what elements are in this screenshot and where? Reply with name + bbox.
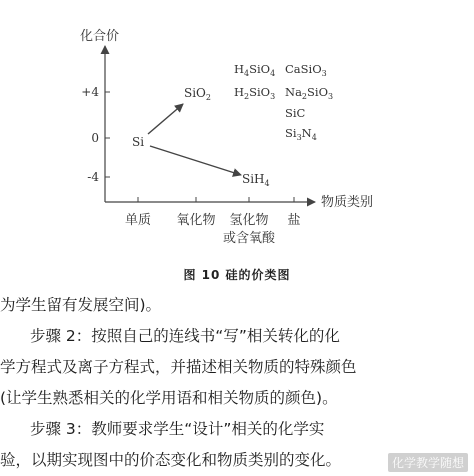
- paragraph-line: 验，以期实现图中的价态变化和物质类别的变化。: [0, 451, 342, 469]
- salt-h2sio3: $H_2SiO_3$: [234, 85, 276, 101]
- node-sio2-main: SiO: [184, 86, 206, 100]
- paragraph-line: 学方程式及离子方程式，并描述相关物质的特殊颜色: [0, 358, 357, 376]
- watermark: 化学教学随想: [388, 453, 468, 472]
- x-category-elemental: 单质: [124, 213, 152, 228]
- salt-casio3: CaSiO$_3$: [285, 62, 327, 78]
- node-sih4: [242, 172, 270, 188]
- salt-h4sio4: $H_4SiO_4$: [234, 62, 276, 78]
- salt-sic: SiC: [285, 106, 306, 120]
- x-category-hydride-line2: 或含氧酸: [222, 231, 276, 246]
- figure-caption: 图 10 硅的价类图: [183, 268, 291, 282]
- node-sih4-sub: 4: [264, 179, 270, 188]
- salt-si3n4: $Si_3N_4$: [285, 126, 317, 142]
- paragraph-line: 步骤 2：按照自己的连线书“写”相关转化的化: [30, 327, 340, 345]
- x-axis-label: 物质类别: [321, 195, 374, 210]
- y-tick-label-plus4: +4: [81, 85, 99, 99]
- y-tick-label-0: 0: [91, 131, 99, 145]
- y-axis-label: 化合价: [80, 29, 120, 44]
- node-sio2-sub: 2: [205, 93, 211, 102]
- node-sih4-main: SiH: [242, 172, 265, 186]
- y-tick-label-minus4: -4: [87, 170, 99, 184]
- paragraph-line: (让学生熟悉相关的化学用语和相关物质的颜色)。: [0, 389, 338, 407]
- x-category-salt: 盐: [287, 213, 301, 228]
- article-body: [0, 290, 474, 476]
- arrow-si-to-sio2: [148, 104, 183, 134]
- salt-na2sio3: $Na_2SiO_3$: [285, 85, 334, 101]
- paragraph-line: 步骤 3：教师要求学生“设计”相关的化学实: [30, 420, 325, 438]
- x-category-hydride: 氢化物: [229, 213, 269, 228]
- paragraph-line: 为学生留有发展空间)。: [0, 296, 162, 314]
- arrow-si-to-sih4: [150, 146, 241, 175]
- x-category-oxide: 氧化物: [176, 213, 216, 228]
- node-sio2: [184, 86, 211, 102]
- node-si: Si: [132, 135, 145, 149]
